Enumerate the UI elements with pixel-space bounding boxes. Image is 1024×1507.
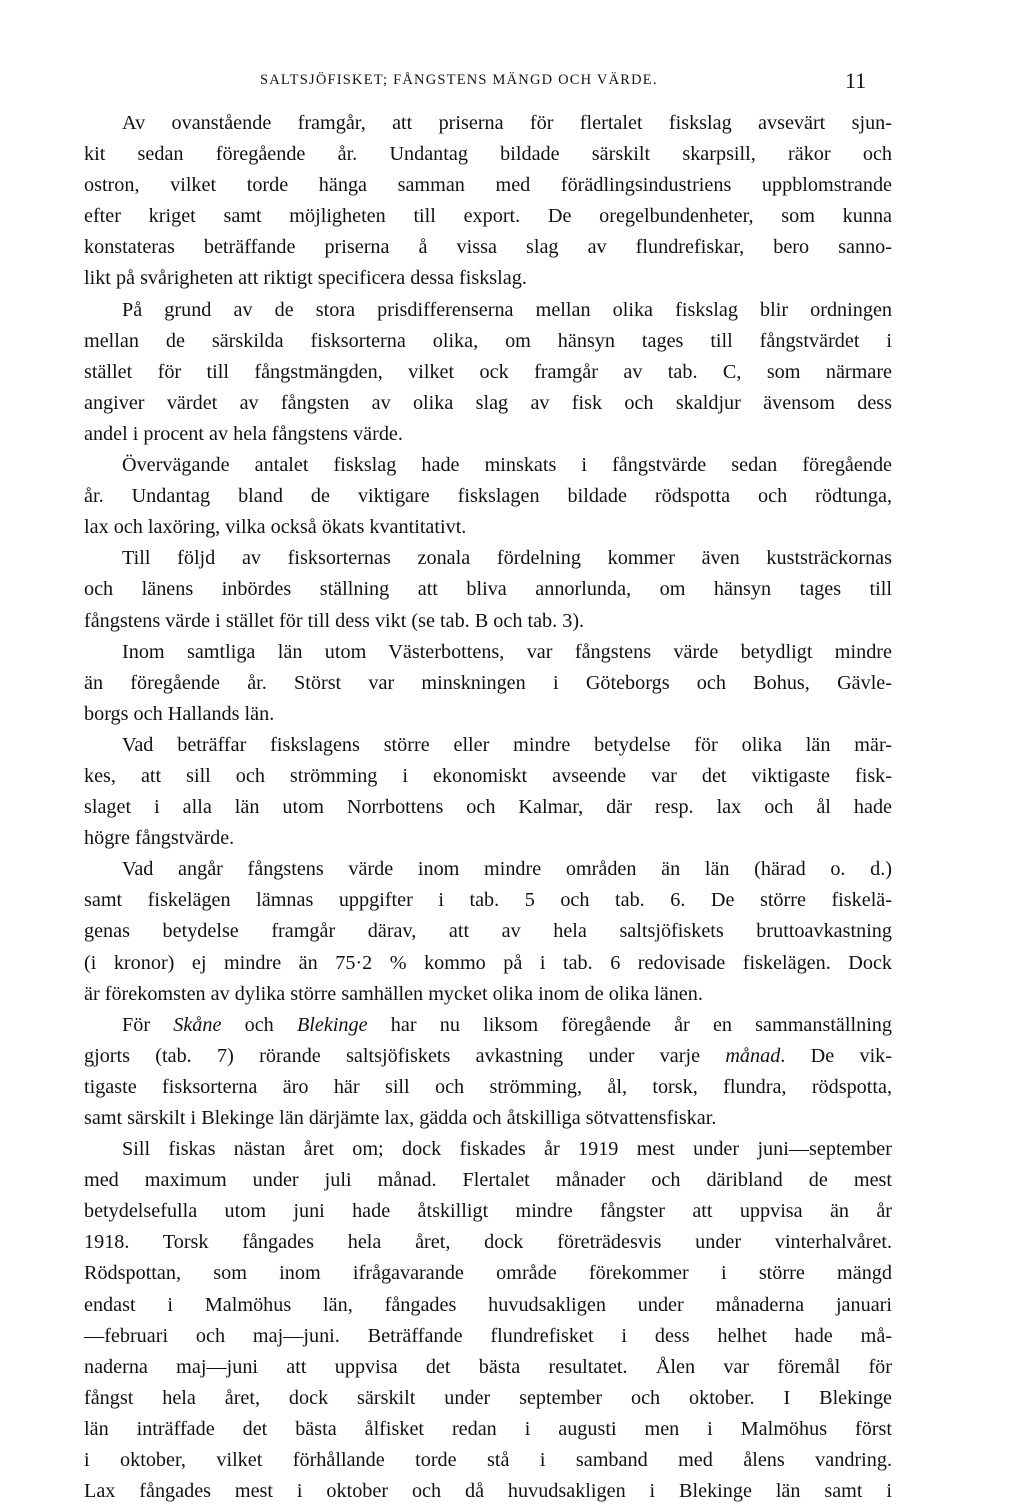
text-line: andel i procent av hela fångstens värde. <box>84 422 403 445</box>
text-line: år. Undantag bland de viktigare fiskslagen bildade rödspotta och rödtunga, <box>84 485 892 508</box>
running-head: SALTSJÖFISKET; FÅNGSTENS MÄNGD OCH VÄRDE. <box>260 72 658 88</box>
paragraph <box>84 637 892 730</box>
text-line: än föregående år. Störst var minskningen i Göteborgs och Bohus, Gävle- <box>84 671 892 694</box>
text-line: —februari och maj—juni. Beträffande flundrefisket i dess helhet hade må- <box>84 1324 892 1347</box>
text-line: med maximum under juli månad. Flertalet månader och däribland de mest <box>84 1169 892 1192</box>
text-line: högre fångstvärde. <box>84 827 235 850</box>
text-line: lax och laxöring, vilka också ökats kvantitativt. <box>84 516 467 539</box>
body-text <box>84 108 892 1507</box>
paragraph <box>84 108 892 295</box>
text-line: genas betydelse framgår därav, att av hela saltsjöfiskets bruttoavkastning <box>84 920 892 943</box>
paragraph <box>84 730 892 854</box>
text-line: fångst hela året, dock särskilt under september och oktober. I Blekinge <box>84 1386 892 1409</box>
text-line <box>84 1041 892 1072</box>
text-line: betydelsefulla utom juni hade åtskilligt mindre fångster att uppvisa än år <box>84 1200 892 1223</box>
text-line: mellan de särskilda fisksorterna olika, om hänsyn tages till fångstvärdet i <box>84 329 892 352</box>
page-number: 11 <box>845 68 867 93</box>
text-line: Till följd av fisksorternas zonala fördelning kommer även kuststräckornas <box>122 547 892 570</box>
text-line: och länens inbördes ställning att bliva annorlunda, om hänsyn tages till <box>84 578 892 601</box>
region-name-skane: Skåne <box>173 1013 222 1036</box>
text-run: gjorts (tab. 7) rörande saltsjöfiskets avkastning under varje <box>84 1044 726 1067</box>
text-line: fångstens värde i stället för till dess vikt (se tab. B och tab. 3). <box>84 609 585 632</box>
text-line: (i kronor) ej mindre än 75·2 % kommo på i tab. 6 redovisade fiskelägen. Dock <box>84 951 892 974</box>
text-run: För <box>122 1013 174 1036</box>
text-line: samt särskilt i Blekinge län därjämte lax, gädda och åtskilliga sötvattensfiskar. <box>84 1107 717 1129</box>
text-run: och <box>221 1013 297 1036</box>
text-run: har nu liksom föregående år en sammanställning <box>367 1013 892 1036</box>
paragraph <box>84 543 892 636</box>
paragraph <box>84 1134 892 1507</box>
text-line: i oktober, vilket förhållande torde stå i samband med ålens vandring. <box>84 1449 892 1472</box>
text-line: Övervägande antalet fiskslag hade minskats i fångstvärde sedan föregående <box>122 454 892 477</box>
text-line: efter kriget samt möjligheten till export. De oregelbundenheter, som kunna <box>84 205 892 228</box>
text-line: 1918. Torsk fångades hela året, dock företrädesvis under vinterhalvåret. <box>84 1231 892 1254</box>
text-line: Vad angår fångstens värde inom mindre områden än län (härad o. d.) <box>122 858 892 881</box>
text-line: Rödspottan, som inom ifrågavarande område förekommer i större mängd <box>84 1262 892 1285</box>
text-line: konstateras beträffande priserna å vissa slag av flundrefiskar, bero sanno- <box>84 236 892 259</box>
text-line: samt fiskelägen lämnas uppgifter i tab. 5 och tab. 6. De större fiskelä- <box>84 889 892 912</box>
text-line: slaget i alla län utom Norrbottens och Kalmar, där resp. lax och ål hade <box>84 796 892 819</box>
text-run: . De vik- <box>780 1044 892 1067</box>
text-line: Vad beträffar fiskslagens större eller mindre betydelse för olika län mär- <box>122 733 892 756</box>
text-line: borgs och Hallands län. <box>84 702 275 725</box>
text-line: naderna maj—juni att uppvisa det bästa resultatet. Ålen var föremål för <box>84 1355 892 1378</box>
text-line: Lax fångades mest i oktober och då huvudsakligen i Blekinge län samt i <box>84 1480 892 1503</box>
text-line: Sill fiskas nästan året om; dock fiskades år 1919 mest under juni—september <box>122 1138 892 1161</box>
text-line: tigaste fisksorterna äro här sill och strömming, ål, torsk, flundra, rödspotta, <box>84 1075 892 1098</box>
text-line: På grund av de stora prisdifferenserna mellan olika fiskslag blir ordningen <box>122 298 892 321</box>
paragraph <box>84 1010 892 1134</box>
text-line: ostron, vilket torde hänga samman med förädlingsindustriens uppblomstrande <box>84 174 892 197</box>
text-line: kit sedan föregående år. Undantag bildade särskilt skarpsill, räkor och <box>84 143 892 166</box>
text-line: likt på svårigheten att riktigt specificera dessa fiskslag. <box>84 267 527 290</box>
paragraph <box>84 295 892 450</box>
text-line: län inträffade det bästa ålfisket redan i augusti men i Malmöhus först <box>84 1417 892 1440</box>
paragraph <box>84 450 892 543</box>
text-line: angiver värdet av fångsten av olika slag av fisk och skaldjur ävensom dess <box>84 391 892 414</box>
text-line <box>84 1010 892 1041</box>
text-line: kes, att sill och strömming i ekonomiskt avseende var det viktigaste fisk- <box>84 764 892 787</box>
paragraph <box>84 854 892 1009</box>
emphasis-manad: månad <box>725 1044 781 1067</box>
text-line: Inom samtliga län utom Västerbottens, var fångstens värde betydligt mindre <box>122 640 892 663</box>
text-line: stället för till fångstmängden, vilket ock framgår av tab. C, som närmare <box>84 360 892 383</box>
text-line: är förekomsten av dylika större samhällen mycket olika inom de olika länen. <box>84 982 703 1005</box>
text-line: Av ovanstående framgår, att priserna för flertalet fiskslag avsevärt sjun- <box>122 112 892 134</box>
region-name-blekinge: Blekinge <box>296 1013 368 1036</box>
text-line: endast i Malmöhus län, fångades huvudsakligen under månaderna januari <box>84 1293 892 1316</box>
